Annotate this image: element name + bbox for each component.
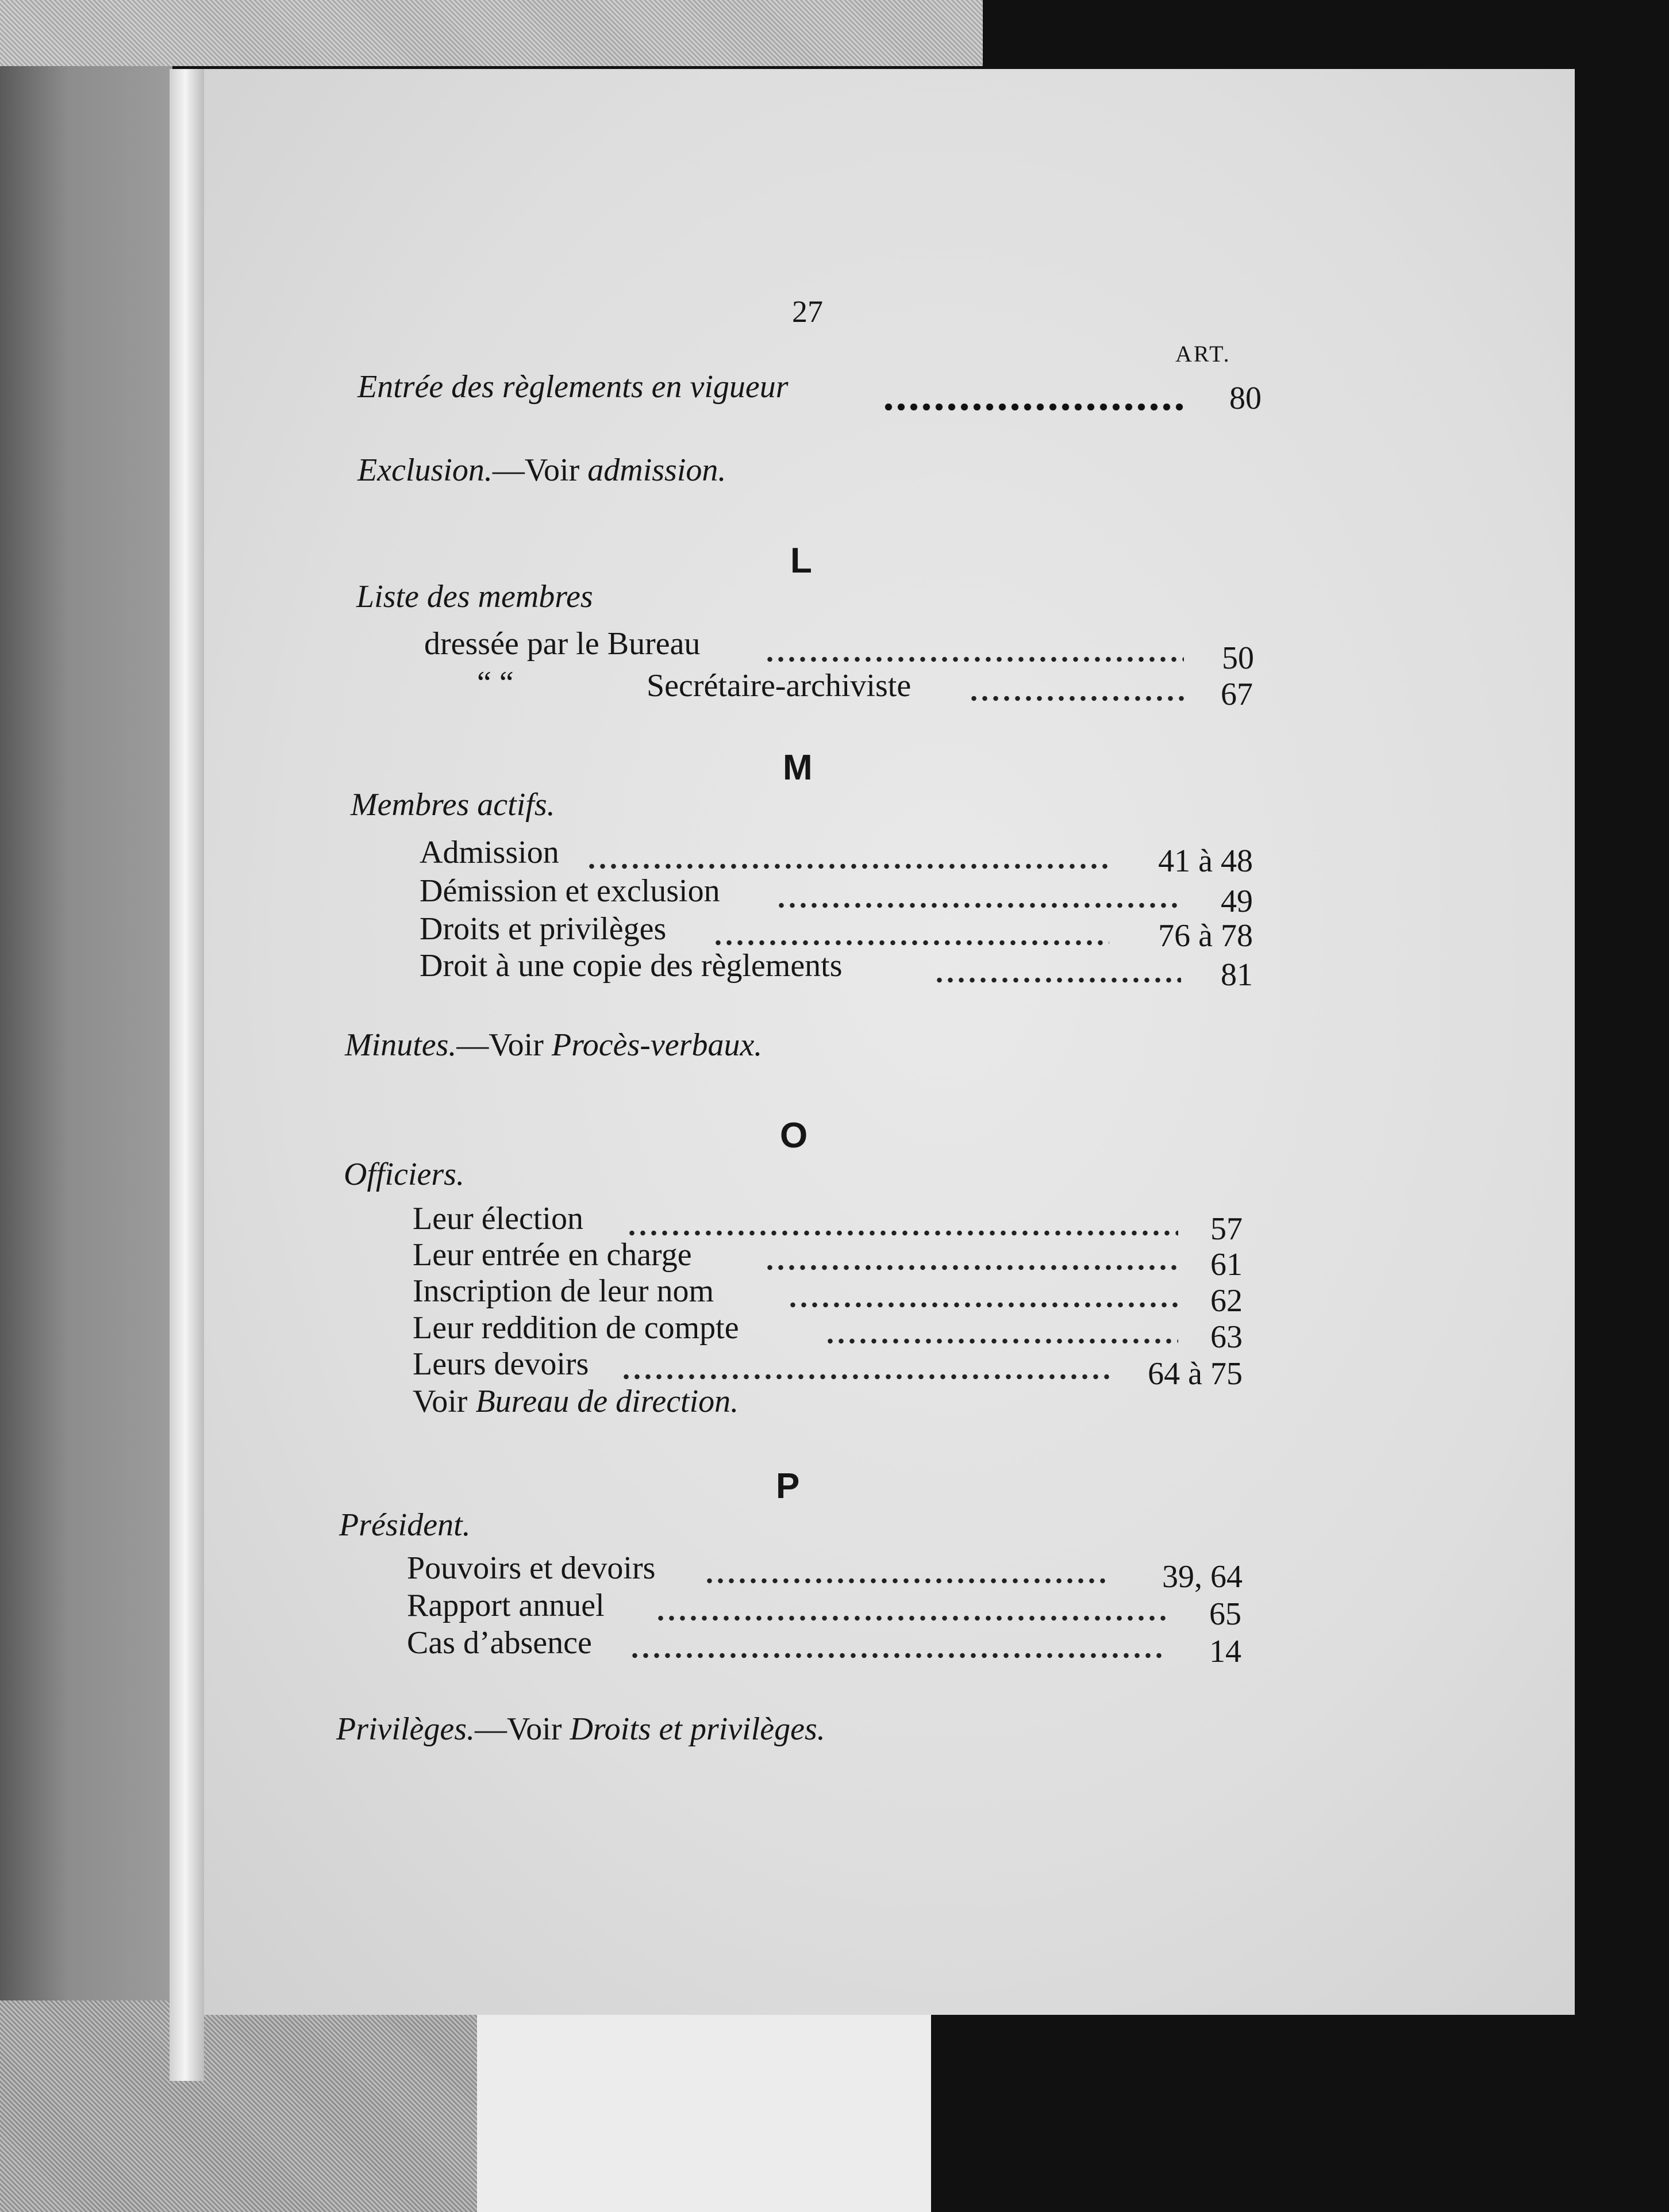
leader-dots bbox=[704, 1578, 1106, 1584]
leader-dots bbox=[787, 1302, 1178, 1308]
index-item-label: Admission bbox=[420, 835, 559, 870]
entry-exclusion-ref: admission. bbox=[587, 452, 726, 488]
column-header-art: ART. bbox=[1175, 341, 1231, 367]
entry-minutes-head: Minutes. bbox=[345, 1027, 457, 1063]
entry-minutes-sep: —Voir bbox=[456, 1027, 552, 1063]
index-item-label: Leur reddition de compte bbox=[413, 1310, 739, 1346]
leader-dots bbox=[764, 1265, 1178, 1270]
section-l-heading: Liste des membres bbox=[356, 579, 593, 615]
cloth-cover-top bbox=[0, 0, 983, 66]
page-number: 27 bbox=[792, 294, 823, 329]
leader-dots bbox=[621, 1374, 1109, 1380]
leader-dots bbox=[713, 940, 1109, 946]
index-item-page: 49 bbox=[1221, 884, 1253, 919]
ditto-marks: “ “ bbox=[477, 665, 514, 701]
leader-dots bbox=[968, 696, 1184, 701]
index-item-label: dressée par le Bureau bbox=[424, 626, 701, 662]
entry-minutes-ref: Procès-verbaux. bbox=[551, 1027, 763, 1063]
section-m-heading: Membres actifs. bbox=[351, 787, 555, 823]
index-item-page: 14 bbox=[1209, 1634, 1241, 1669]
entry-privileges-head: Privilèges. bbox=[336, 1711, 475, 1747]
index-item-page: 62 bbox=[1210, 1283, 1243, 1319]
index-item-page: 63 bbox=[1210, 1319, 1243, 1355]
section-letter-m: M bbox=[783, 748, 813, 788]
index-item-page: 41 à 48 bbox=[1158, 843, 1253, 879]
index-item-label: Leur élection bbox=[413, 1201, 583, 1236]
index-item-page: 50 bbox=[1222, 640, 1254, 676]
section-o-voir-prefix: Voir bbox=[413, 1384, 476, 1419]
entry-entree-page: 80 bbox=[1229, 381, 1262, 416]
section-o-heading: Officiers. bbox=[344, 1157, 464, 1192]
leader-dots bbox=[825, 1338, 1178, 1344]
index-item-label: Leurs devoirs bbox=[413, 1346, 589, 1382]
index-item-label: Inscription de leur nom bbox=[413, 1273, 714, 1309]
entry-minutes bbox=[345, 1029, 762, 1061]
index-item-label: Démission et exclusion bbox=[420, 873, 720, 909]
index-item-page: 76 à 78 bbox=[1158, 918, 1253, 954]
index-item-label: Rapport annuel bbox=[407, 1588, 605, 1623]
entry-privileges-ref: Droits et privilèges. bbox=[570, 1711, 825, 1747]
book-binding-shadow bbox=[0, 0, 172, 2212]
entry-exclusion-sep: —Voir bbox=[492, 452, 588, 488]
leader-dots bbox=[586, 863, 1112, 869]
leader-dots bbox=[626, 1230, 1178, 1236]
leader-dots bbox=[934, 977, 1181, 983]
entry-entree-label: Entrée des règlements en vigueur bbox=[357, 369, 789, 405]
section-p-heading: Président. bbox=[339, 1507, 471, 1543]
index-item-label: Leur entrée en charge bbox=[413, 1237, 692, 1273]
book-spine bbox=[170, 69, 204, 2081]
index-item-label: Secrétaire-archiviste bbox=[647, 668, 912, 704]
section-letter-l: L bbox=[790, 541, 812, 581]
index-item-page: 57 bbox=[1210, 1211, 1243, 1247]
entry-privileges bbox=[336, 1713, 825, 1745]
index-item-page: 81 bbox=[1221, 957, 1253, 993]
paper-scrap bbox=[477, 2003, 931, 2212]
leader-dots bbox=[764, 656, 1184, 662]
leader-dots bbox=[882, 404, 1184, 410]
entry-privileges-sep: —Voir bbox=[475, 1711, 570, 1747]
section-o-voir bbox=[413, 1385, 739, 1418]
index-item-page: 39, 64 bbox=[1162, 1559, 1243, 1595]
leader-dots bbox=[655, 1615, 1167, 1621]
section-o-voir-ref: Bureau de direction. bbox=[475, 1384, 739, 1419]
index-item-label: Pouvoirs et devoirs bbox=[407, 1550, 656, 1586]
cloth-cover-bottom bbox=[0, 2000, 477, 2212]
leader-dots bbox=[629, 1653, 1167, 1658]
entry-exclusion-head: Exclusion. bbox=[357, 452, 493, 488]
index-item-page: 61 bbox=[1210, 1247, 1243, 1282]
index-item-page: 65 bbox=[1209, 1596, 1241, 1632]
section-letter-o: O bbox=[780, 1116, 808, 1155]
index-item-label: Droit à une copie des règlements bbox=[420, 948, 843, 984]
index-item-label: Cas d’absence bbox=[407, 1625, 592, 1661]
section-letter-p: P bbox=[776, 1466, 800, 1506]
leader-dots bbox=[776, 903, 1181, 908]
entry-exclusion bbox=[357, 454, 726, 486]
index-item-page: 64 à 75 bbox=[1148, 1356, 1243, 1392]
index-item-page: 67 bbox=[1221, 677, 1253, 712]
index-item-label: Droits et privilèges bbox=[420, 911, 667, 947]
